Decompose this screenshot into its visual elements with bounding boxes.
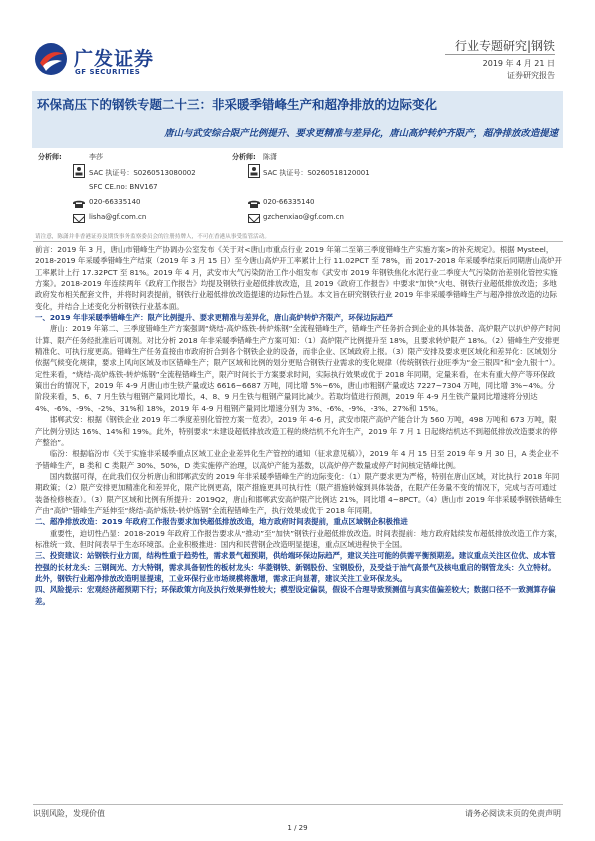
tangshan-paragraph: 唐山：2019 年第二、三季度错峰生产方案强调“烧结-高炉炼铁-转炉炼钢”全流程错峰生产，错峰生产任务折合到企业的具体装备、高炉限产以扒炉停产时间计算、限产任务经批准后可调剂。对比分析 2018 年非采暖季错峰生产方案可知：（1）高炉限产比例提升至 18%，且要求转炉限产 18%。（2）错峰生产安排更精准化、可执行度更高。错峰生产任务直接由市政府折合到各个钢铁企业的设备，而非企业、区域政府上报。（3）限产安排及要求更区域化和差异化：区域划分依据气候变化规律，要求上风向区域及市区错峰生产；限产区域和比例的划分更贴合钢铁行业需求的变化规律（传统钢铁行业旺季为“金三银四”和“金九银十”）。定性来看，“烧结-高炉炼铁-转炉炼钢”全流程错峰生产，限产时间长于方案要求时间，实际执行效果或优于 2018 年同期，定量来看，在未有重大停产等环保政策出台的情况下，2019 年 4-9 月唐山市生铁产量或达 6616~6687 万吨，同比增 5%~6%，唐山市粗钢产量或达 7227~7304 万吨，同比增 3%~4%。分阶段来看，5、6、7 月生铁与粗钢产量同比增长，4、8、9 月生铁与粗钢产量同比减少。若取均值进行预测，2019 年 4-9 月生铁产量同比增速将分别达 4%、-6%、-9%、-2%、31%和 18%，2019 年 4-9 月粗钢产量同比增速分别为 3%、-6%、-9%、-3%、27%和 15%。 xyxy=(35,324,561,413)
section-1-heading: 一、2019 年非采暖季错峰生产：限产比例提升、要求更精准与差异化，唐山高炉转炉齐限产，环保边际趋严 xyxy=(35,313,393,323)
logo-cn-text: 广发证券 xyxy=(74,48,155,70)
analyst-1-sac: SAC 执证号：S0260513080002 xyxy=(89,169,196,177)
report-subtitle: 唐山与武安综合限产比例提升、要求更精准与差异化，唐山高炉转炉齐限产，超净排放改造提速 xyxy=(164,128,558,139)
report-category xyxy=(455,37,555,54)
analyst-1-sfc: SFC CE.no: BNV167 xyxy=(89,183,158,191)
section-divider xyxy=(33,241,563,242)
category-text: 行业专题研究|钢铁 xyxy=(454,39,555,53)
footer-divider xyxy=(33,804,563,805)
analyst-2-label: 分析师: xyxy=(232,153,256,161)
analyst-1-email[interactable]: lisha@gf.com.cn xyxy=(89,213,147,221)
marginal-change-paragraph: 国内数据可得，在此我们仅分析唐山和邯郸武安的 2019 年非采暖季错峰生产的边际变化：（1）限产要求更为严格，特别在唐山区域，对比执行 2018 年同期政策；（2）限产安排更加精准化和差异化，限产比例更高，限产措施更具可执行性（限产措施转嫁到具体装备，在限产任务量不变的情况下，完成与否可通过装备检修核查）。（3）限产区域和比例有所提升：2019Q2，唐山和邯郸武安高炉限产比例达 21%，同比增 4~8PCT。（4）唐山市 2019 年非采暖季钢铁错峰生产由“高炉”错峰生产延伸至“烧结-高炉炼铁-转炉炼钢”全流程错峰生产，执行效果或优于 2018 年同期。 xyxy=(35,471,562,515)
id-card-icon xyxy=(73,164,85,178)
report-type: 证券研究报告 xyxy=(507,71,555,80)
gf-logo-icon xyxy=(34,42,68,76)
section-2-heading: 二、超净排放改造：2019 年政府工作报告要求加快超低排放改造，地方政府时间表提前，重点区域钢企积极推进 xyxy=(35,517,408,527)
company-logo xyxy=(34,42,164,82)
analyst-2-phone: 020-66335140 xyxy=(263,198,315,206)
page-number: 1 / 29 xyxy=(287,824,308,832)
preface-paragraph: 前言：2019 年 3 月，唐山市错峰生产协调办公室发布《关于对<唐山市重点行业 2019 年第二至第三季度错峰生产实施方案>的补充规定》。根据 Mysteel，2018-2019 年采暖季错峰生产结束（2019 年 3 月 15 日）至今唐山高炉开工率累计上行 11.02PCT 至 78%，而 2017-2018 年采暖季结束后同期唐山高炉开工率累计上行 17.32PCT 至 81%。2019 年 4 月，武安市大气污染防治工作小组发布《武安市 2019 年钢铁焦化水泥行业二季度大气污染防治差别化管控实施方案》。2018-2019 年连续两年《政府工作报告》均提及钢铁行业超低排放改造，且 2019《政府工作报告》中要求“加快”火电、钢铁行业超低排放改造；多地政府发布相关配套文件，并将时间表提前，钢铁行业超低排放改造提速的边际性凸显。本文旨在研究钢铁行业 2019 年非采暖季错峰生产与超净排放改造的边际变化，并结合上述变化分析钢铁行业基本面。 xyxy=(35,245,562,311)
phone-icon xyxy=(72,199,86,209)
id-card-icon xyxy=(248,164,260,178)
report-date: 2019 年 4 月 21 日 xyxy=(482,59,555,68)
analyst-2-name: 陈潇 xyxy=(263,153,277,161)
analyst-2-email[interactable]: gzchenxiao@gf.com.cn xyxy=(263,213,344,221)
email-icon xyxy=(248,214,260,223)
footer-slogan: 识别风险，发现价值 xyxy=(33,809,105,818)
email-icon xyxy=(73,214,85,223)
logo-en-text: GF SECURITIES xyxy=(75,68,141,76)
analyst-2-sac: SAC 执证号：S0260518120001 xyxy=(263,169,370,177)
analyst-1-label: 分析师: xyxy=(38,153,62,161)
section-3-investment: 三、投资建议：站钢铁行业方面，结构性重于趋势性，需求景气超预期，供给端环保边际趋严，建议关注可能的供需平衡预期差。建议重点关注区位优、成本管控强的长材龙头：三钢闽光、方大特钢，需求具备韧性的板材龙头：华菱钢铁、新钢股份、宝钢股份，及受益于油气高景气及核电重启的钢管龙头：久立特材。此外，钢铁行业超净排放改造明显提速，工业环保行业市场规模将激增，需求正向显著，建议关注工业环保龙头。 xyxy=(35,551,556,583)
ultra-low-emission-paragraph: 重要性，迫切性凸显：2018-2019 年政府工作报告要求从“推动”至“加快”钢铁行业超低排放改造。时间表提前：地方政府陆续发布超低排放改造工作方案，标准统一致、但时间表早于生态环境部。企业积极推进：国内和民营钢企改造明显提速，重点区域进程快于全国。 xyxy=(35,528,562,549)
section-4-risk: 四、风险提示：宏观经济超预期下行；环保政策方向及执行效果弹性较大；模型设定偏误，假设不合理导致预测值与真实值偏差较大；数据口径不一致测算存偏差。 xyxy=(35,585,556,606)
wuan-paragraph: 邯郸武安：根据《钢铁企业 2019 年二季度差别化管控方案一览表》，2019 年 4-6 月，武安市限产高炉产能合计为 560 万吨，498 万吨和 673 万吨，限产比例分别达 16%、14%和 19%。此外，特别要求“未建设超低排放改造工程的烧结机不允许生产，2019 年 7 月 1 日起烧结机达不到超低排放改造要求的停产整治”。 xyxy=(35,415,558,447)
header-divider xyxy=(445,54,555,55)
summary-body xyxy=(35,244,562,607)
analyst-1-phone: 020-66335140 xyxy=(89,198,141,206)
analyst-1-name: 李莎 xyxy=(89,153,103,161)
phone-icon xyxy=(247,199,261,209)
linfen-paragraph: 临汾：根据临汾市《关于实施非采暖季重点区域工业企业差异化生产管控的通知（征求意见稿）》，2019 年 4 月 15 日至 2019 年 9 月 30 日，A 类企业不予错峰生产，B 类和 C 类限产 30%、50%，D 类实施停产治理，以高炉产能为基数，以高炉停产数量或停产时间核定错峰比例。 xyxy=(35,449,559,470)
report-title: 环保高压下的钢铁专题二十三：非采暖季错峰生产和超净排放的边际变化 xyxy=(37,97,438,112)
title-band xyxy=(32,91,563,148)
footer-disclaimer-link[interactable]: 请务必阅读末页的免责声明 xyxy=(465,809,561,818)
analyst-disclaimer: 请注意，陈潇并非香港证券及期货事务监察委员会的注册持牌人，不可在香港从事受监管活动。 xyxy=(35,234,270,240)
